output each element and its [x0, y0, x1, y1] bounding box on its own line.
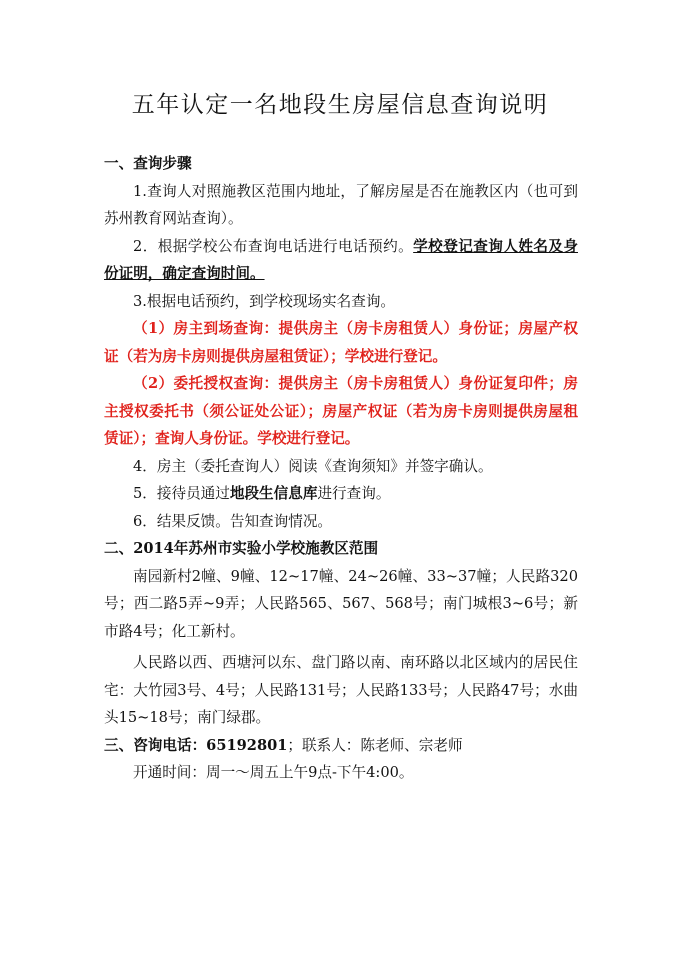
contact-phone: 65192801	[206, 736, 288, 754]
contact-persons: ；联系人：陈老师、宗老师	[287, 736, 463, 754]
district-paragraph-2: 人民路以西、西塘河以东、盘门路以南、南环路以北区域内的居民住宅：大竹园3号、4号；人民路131号；人民路133号；人民路47号；水曲头15~18号；南门绿郡。	[104, 654, 578, 726]
step-3-owner-query: （1）房主到场查询：提供房主（房卡房租赁人）身份证；房屋产权证（若为房卡房则提供房屋租赁证）；学校进行登记。	[104, 320, 578, 365]
step-2	[104, 233, 578, 288]
page-title: 五年认定一名地段生房屋信息查询说明	[131, 92, 549, 118]
step-2-emphasis: 学校登记查询人姓名及身份证明，确定查询时间。	[104, 237, 578, 282]
section-heading-query-steps: 一、查询步骤	[104, 155, 192, 172]
step-3: 3.根据电话预约，到学校现场实名查询。	[133, 292, 396, 310]
document-body	[104, 150, 578, 787]
step-3-authorized-query: （2）委托授权查询：提供房主（房卡房租赁人）身份证复印件；房主授权委托书（须公证处公证）；房屋产权证（若为房卡房则提供房屋租赁证）；查询人身份证。学校进行登记。	[104, 375, 578, 447]
section-heading-contact	[104, 732, 578, 760]
step-5-prefix: 5．接待员通过	[133, 485, 230, 502]
step-5-database: 地段生信息库	[229, 485, 318, 502]
step-6: 6．结果反馈。告知查询情况。	[133, 512, 333, 530]
step-1: 1.查询人对照施教区范围内地址，了解房屋是否在施教区内（也可到苏州教育网站查询）。	[104, 182, 578, 227]
section-heading-school-district: 二、2014年苏州市实验小学校施教区范围	[104, 540, 379, 557]
service-hours: 开通时间：周一～周五上午9点-下午4:00。	[133, 764, 414, 781]
contact-label: 三、咨询电话：	[104, 736, 207, 754]
district-paragraph-1: 南园新村2幢、9幢、12~17幢、24~26幢、33~37幢；人民路320号；西二路5弄~9弄；人民路565、567、568号；南门城根3~6号；新市路4号；化工新村。	[104, 567, 578, 640]
step-5	[104, 480, 578, 508]
step-2-text: 2．根据学校公布查询电话进行电话预约。	[133, 237, 414, 255]
step-4: 4．房主（委托查询人）阅读《查询须知》并签字确认。	[133, 457, 493, 475]
step-5-suffix: 进行查询。	[317, 485, 391, 502]
